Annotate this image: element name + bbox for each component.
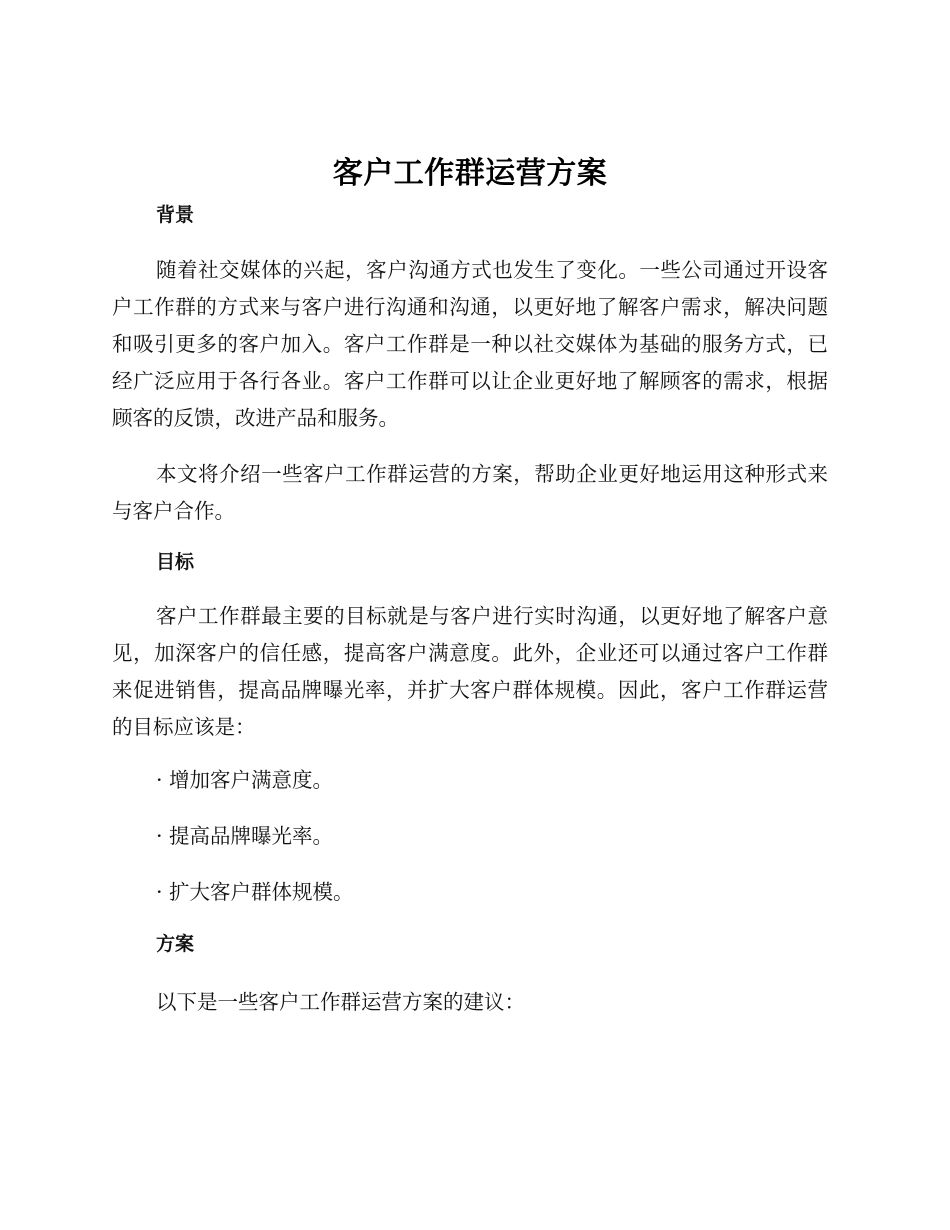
document-title: 客户工作群运营方案 xyxy=(332,156,608,191)
goal-bullet-item: · 扩大客户群体规模。 xyxy=(156,880,354,904)
background-paragraph-2: 本文将介绍一些客户工作群运营的方案，帮助企业更好地运用这种形式来与客户合作。 xyxy=(112,462,828,523)
section-heading-goals: 目标 xyxy=(156,551,195,573)
background-paragraph-1: 随着社交媒体的兴起，客户沟通方式也发生了变化。一些公司通过开设客户工作群的方式来与客户进行沟通和沟通，以更好地了解客户需求，解决问题和吸引更多的客户加入。客户工作群是一种以社交媒体为基础的服务方式，已经广泛应用于各行各业。客户工作群可以让企业更好地了解顾客的需求，根据顾客的反馈，改进产品和服务。 xyxy=(112,258,828,430)
section-heading-plan: 方案 xyxy=(156,933,195,955)
section-heading-background: 背景 xyxy=(156,204,195,226)
goals-paragraph: 客户工作群最主要的目标就是与客户进行实时沟通，以更好地了解客户意见，加深客户的信任感，提高客户满意度。此外，企业还可以通过客户工作群来促进销售，提高品牌曝光率，并扩大客户群体规模。因此，客户工作群运营的目标应该是： xyxy=(112,604,828,739)
plan-paragraph: 以下是一些客户工作群运营方案的建议： xyxy=(156,990,525,1014)
goal-bullet-item: · 提高品牌曝光率。 xyxy=(156,824,334,848)
goal-bullet-item: · 增加客户满意度。 xyxy=(156,768,334,792)
